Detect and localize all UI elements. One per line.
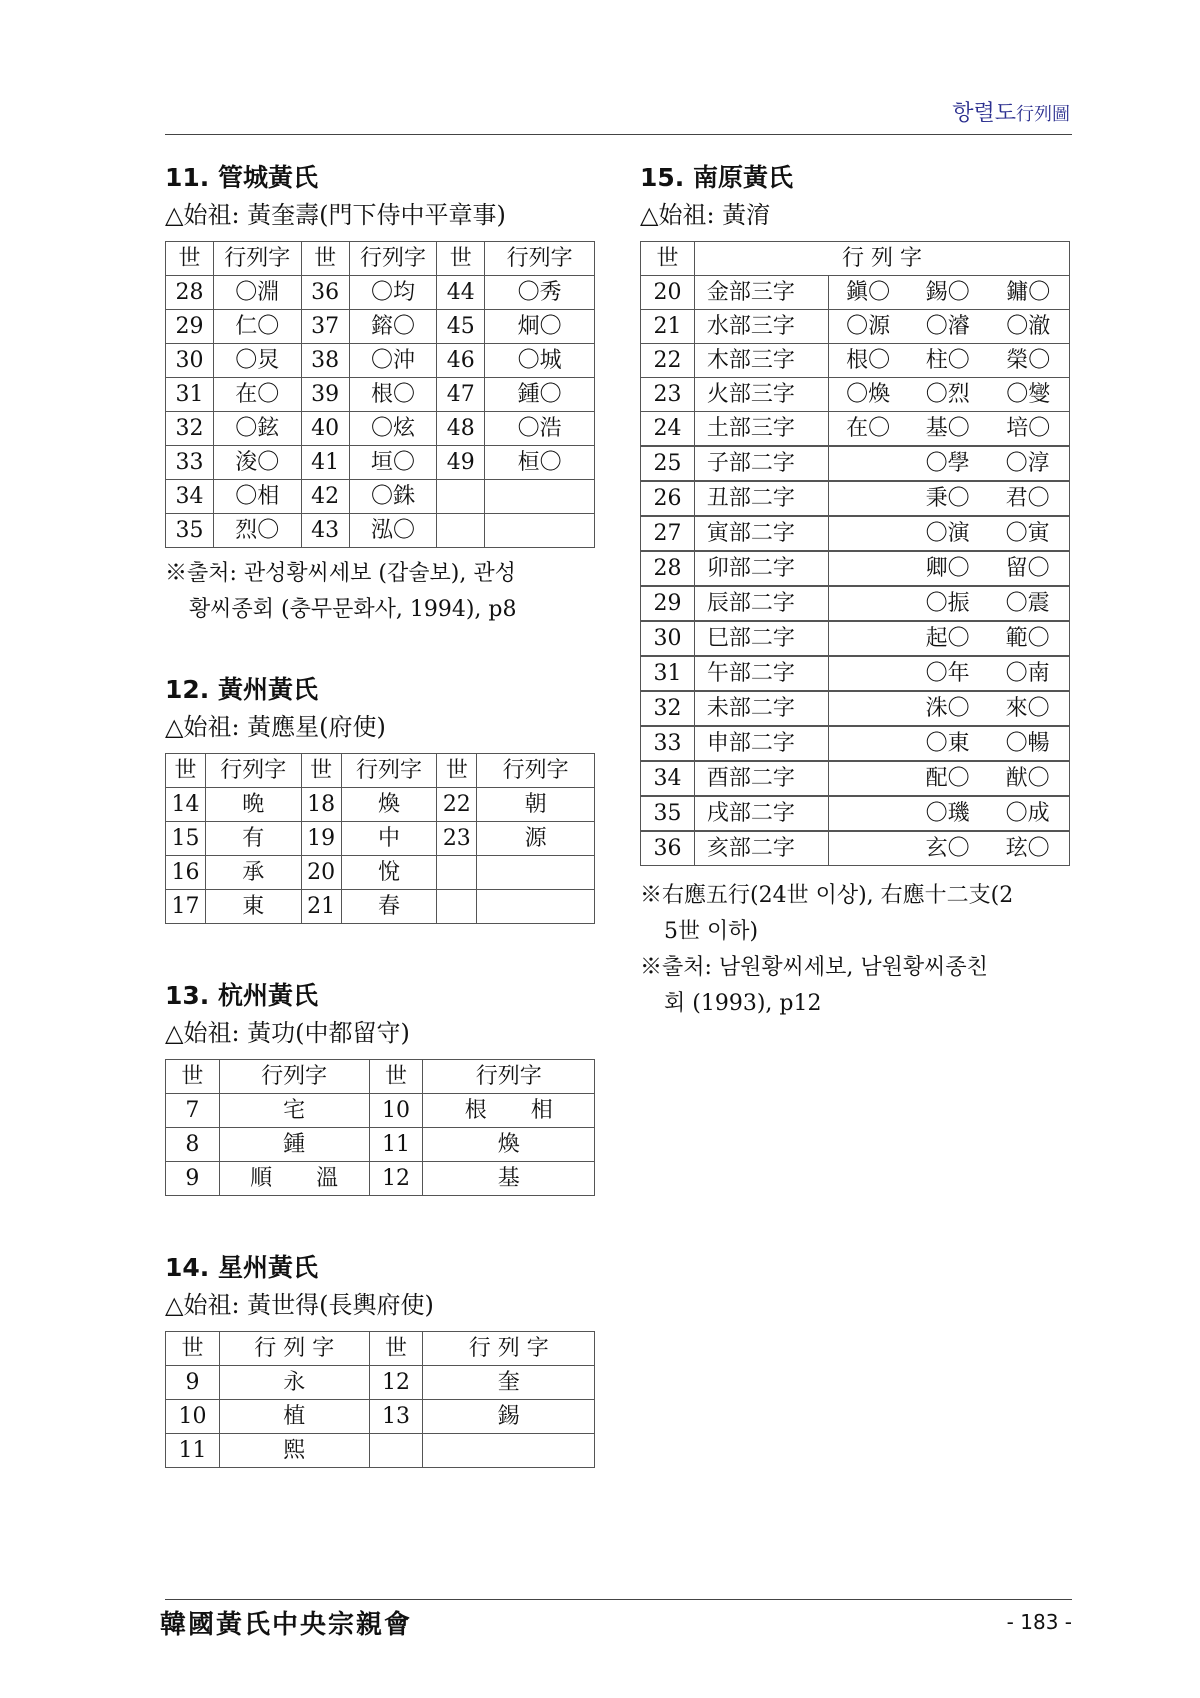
character-cell: 〇淳 — [988, 446, 1070, 481]
column-header: 行列字 — [341, 754, 437, 788]
column-header: 世 — [301, 242, 349, 276]
table-row — [641, 310, 1070, 344]
table-header-row — [166, 242, 595, 276]
founder-line: △始祖: 黃應星(府使) — [165, 713, 386, 741]
footer-org-name: 韓國黃氏中央宗親會 — [160, 1610, 413, 1640]
generation-cell: 33 — [641, 726, 695, 761]
generation-cell: 40 — [301, 412, 349, 446]
character-cell: 〇銖 — [349, 480, 437, 514]
page-number: - 183 - — [1006, 1610, 1072, 1634]
table-row — [166, 276, 595, 310]
character-cell: 根 相 — [423, 1094, 595, 1128]
generation-cell: 29 — [641, 586, 695, 621]
table-row — [641, 344, 1070, 378]
table-row — [641, 446, 1070, 481]
generation-cell: 14 — [166, 788, 206, 822]
character-cell: 鎭〇 — [828, 276, 908, 310]
character-cell: 〇炫 — [349, 412, 437, 446]
character-cell: 〇鉉 — [213, 412, 301, 446]
character-cell: 起〇 — [828, 621, 988, 656]
section-14 — [165, 1248, 595, 1468]
character-cell: 浚〇 — [213, 446, 301, 480]
column-header: 世 — [166, 242, 214, 276]
generation-cell: 28 — [641, 551, 695, 586]
generation-cell: 36 — [301, 276, 349, 310]
column-header: 世 — [166, 1060, 220, 1094]
character-cell: 留〇 — [988, 551, 1070, 586]
character-cell: 〇振 — [828, 586, 988, 621]
character-cell: 奎 — [423, 1366, 595, 1400]
radical-rule-cell: 午部二字 — [694, 656, 828, 691]
column-header: 行 列 字 — [694, 242, 1069, 276]
generation-table-14 — [165, 1331, 595, 1468]
generation-cell — [437, 890, 477, 924]
running-header — [952, 96, 1070, 127]
generation-cell — [437, 514, 485, 548]
radical-rule-cell: 火部三字 — [694, 378, 828, 412]
header-title-hanja: 行列圖 — [1016, 104, 1070, 125]
table-row — [166, 514, 595, 548]
character-cell: 基 — [423, 1162, 595, 1196]
character-cell: 洙〇 — [828, 691, 988, 726]
character-cell: 〇相 — [213, 480, 301, 514]
character-cell: 〇澈 — [988, 310, 1070, 344]
character-cell: 〇均 — [349, 276, 437, 310]
character-cell: 仁〇 — [213, 310, 301, 344]
generation-cell: 27 — [641, 516, 695, 551]
generation-cell: 29 — [166, 310, 214, 344]
radical-rule-cell: 亥部二字 — [694, 831, 828, 866]
table-row — [166, 310, 595, 344]
generation-cell: 12 — [369, 1162, 423, 1196]
character-cell: 悅 — [341, 856, 437, 890]
radical-rule-cell: 水部三字 — [694, 310, 828, 344]
column-header: 世 — [166, 754, 206, 788]
generation-cell: 35 — [166, 514, 214, 548]
generation-cell: 30 — [166, 344, 214, 378]
radical-rule-cell: 子部二字 — [694, 446, 828, 481]
generation-cell: 9 — [166, 1366, 220, 1400]
table-header-row — [166, 754, 595, 788]
character-cell: 鍾 — [219, 1128, 369, 1162]
character-cell: 〇學 — [828, 446, 988, 481]
column-header: 行列字 — [219, 1060, 369, 1094]
source-note — [640, 878, 1070, 1022]
table-row — [166, 1400, 595, 1434]
column-header: 世 — [437, 754, 477, 788]
character-cell: 煥 — [423, 1128, 595, 1162]
generation-cell: 21 — [301, 890, 341, 924]
generation-cell: 23 — [437, 822, 477, 856]
section-title: 14. 星州黃氏 — [165, 1253, 318, 1282]
character-cell: 桓〇 — [485, 446, 595, 480]
table-row — [641, 831, 1070, 866]
table-row — [166, 412, 595, 446]
generation-cell: 11 — [369, 1128, 423, 1162]
table-row — [641, 621, 1070, 656]
generation-cell: 37 — [301, 310, 349, 344]
generation-cell: 20 — [641, 276, 695, 310]
character-cell: 〇烈 — [908, 378, 988, 412]
column-header: 行 列 字 — [219, 1332, 369, 1366]
generation-cell: 10 — [369, 1094, 423, 1128]
radical-rule-cell: 木部三字 — [694, 344, 828, 378]
character-cell — [485, 514, 595, 548]
generation-cell: 25 — [641, 446, 695, 481]
character-cell: 〇璣 — [828, 796, 988, 831]
character-cell: 烈〇 — [213, 514, 301, 548]
generation-cell: 21 — [641, 310, 695, 344]
character-cell: 〇東 — [828, 726, 988, 761]
generation-cell: 43 — [301, 514, 349, 548]
character-cell: 〇寅 — [988, 516, 1070, 551]
column-header: 行列字 — [477, 754, 595, 788]
table-row — [641, 586, 1070, 621]
character-cell: 根〇 — [828, 344, 908, 378]
character-cell: 宅 — [219, 1094, 369, 1128]
generation-cell: 39 — [301, 378, 349, 412]
character-cell — [477, 890, 595, 924]
table-row — [641, 551, 1070, 586]
character-cell: 玄〇 — [828, 831, 988, 866]
generation-cell: 45 — [437, 310, 485, 344]
table-row — [641, 691, 1070, 726]
character-cell: 〇城 — [485, 344, 595, 378]
generation-cell: 15 — [166, 822, 206, 856]
generation-cell: 9 — [166, 1162, 220, 1196]
radical-rule-cell: 酉部二字 — [694, 761, 828, 796]
character-cell: 培〇 — [988, 412, 1070, 447]
generation-cell: 7 — [166, 1094, 220, 1128]
column-header: 世 — [369, 1332, 423, 1366]
table-header-row — [641, 242, 1070, 276]
generation-cell: 32 — [641, 691, 695, 726]
generation-cell: 34 — [166, 480, 214, 514]
generation-table-13 — [165, 1059, 595, 1196]
character-cell: 東 — [205, 890, 301, 924]
character-cell: 朝 — [477, 788, 595, 822]
character-cell: 中 — [341, 822, 437, 856]
character-cell: 炯〇 — [485, 310, 595, 344]
table-row — [166, 344, 595, 378]
generation-cell: 13 — [369, 1400, 423, 1434]
founder-line: △始祖: 黃世得(長輿府使) — [165, 1291, 434, 1319]
character-cell — [485, 480, 595, 514]
character-cell: 〇濬 — [908, 310, 988, 344]
table-row — [166, 446, 595, 480]
generation-cell: 32 — [166, 412, 214, 446]
column-header: 世 — [301, 754, 341, 788]
column-header: 行 列 字 — [423, 1332, 595, 1366]
table-row — [166, 1366, 595, 1400]
generation-cell: 8 — [166, 1128, 220, 1162]
character-cell: 配〇 — [828, 761, 988, 796]
character-cell: 柱〇 — [908, 344, 988, 378]
generation-cell: 42 — [301, 480, 349, 514]
generation-cell: 34 — [641, 761, 695, 796]
section-12 — [165, 670, 595, 924]
section-title: 12. 黃州黃氏 — [165, 675, 318, 704]
generation-cell: 17 — [166, 890, 206, 924]
character-cell: 晩 — [205, 788, 301, 822]
radical-rule-cell: 未部二字 — [694, 691, 828, 726]
table-row — [166, 788, 595, 822]
header-rule — [165, 134, 1072, 135]
generation-cell: 30 — [641, 621, 695, 656]
generation-cell: 49 — [437, 446, 485, 480]
table-row — [166, 480, 595, 514]
character-cell: 熙 — [219, 1434, 369, 1468]
section-title: 11. 管城黃氏 — [165, 163, 318, 192]
founder-line: △始祖: 黃功(中都留守) — [165, 1019, 410, 1047]
table-header-row — [166, 1332, 595, 1366]
radical-rule-cell: 寅部二字 — [694, 516, 828, 551]
radical-rule-cell: 丑部二字 — [694, 481, 828, 516]
generation-cell: 31 — [166, 378, 214, 412]
character-cell: 有 — [205, 822, 301, 856]
column-header: 行列字 — [485, 242, 595, 276]
table-row — [166, 1094, 595, 1128]
section-title: 13. 杭州黃氏 — [165, 981, 318, 1010]
character-cell: 〇暢 — [988, 726, 1070, 761]
radical-rule-cell: 辰部二字 — [694, 586, 828, 621]
generation-cell: 20 — [301, 856, 341, 890]
section-11 — [165, 158, 595, 628]
character-cell: 〇淵 — [213, 276, 301, 310]
note-line-1: ※출처: 관성황씨세보 (갑술보), 관성 — [165, 561, 516, 586]
character-cell: 猷〇 — [988, 761, 1070, 796]
table-row — [641, 412, 1070, 447]
generation-cell: 24 — [641, 412, 695, 447]
generation-cell: 33 — [166, 446, 214, 480]
character-cell: 植 — [219, 1400, 369, 1434]
character-cell — [423, 1434, 595, 1468]
character-cell: 順 溫 — [219, 1162, 369, 1196]
character-cell: 錫〇 — [908, 276, 988, 310]
character-cell: 煥 — [341, 788, 437, 822]
generation-cell: 19 — [301, 822, 341, 856]
generation-table-11 — [165, 241, 595, 548]
character-cell: 源 — [477, 822, 595, 856]
character-cell: 〇秀 — [485, 276, 595, 310]
character-cell: 永 — [219, 1366, 369, 1400]
note-line-2: 5世 이하) — [664, 919, 759, 944]
character-cell: 〇年 — [828, 656, 988, 691]
radical-rule-cell: 土部三字 — [694, 412, 828, 447]
character-cell: 〇燮 — [988, 378, 1070, 412]
character-cell: 〇炅 — [213, 344, 301, 378]
generation-cell: 10 — [166, 1400, 220, 1434]
character-cell: 範〇 — [988, 621, 1070, 656]
column-header: 行列字 — [349, 242, 437, 276]
character-cell: 鎔〇 — [349, 310, 437, 344]
footer-rule — [165, 1599, 1072, 1600]
table-row — [166, 1162, 595, 1196]
note-line-4: 회 (1993), p12 — [664, 991, 822, 1016]
character-cell: 〇震 — [988, 586, 1070, 621]
generation-cell — [369, 1434, 423, 1468]
character-cell: 卿〇 — [828, 551, 988, 586]
column-header: 行列字 — [205, 754, 301, 788]
table-row — [166, 890, 595, 924]
table-row — [166, 856, 595, 890]
character-cell: 基〇 — [908, 412, 988, 447]
character-cell: 來〇 — [988, 691, 1070, 726]
note-line-3: ※출처: 남원황씨세보, 남원황씨종친 — [640, 955, 988, 980]
column-header: 世 — [641, 242, 695, 276]
character-cell: 〇源 — [828, 310, 908, 344]
generation-cell: 46 — [437, 344, 485, 378]
character-cell: 榮〇 — [988, 344, 1070, 378]
generation-cell: 35 — [641, 796, 695, 831]
character-cell: 承 — [205, 856, 301, 890]
radical-rule-cell: 戌部二字 — [694, 796, 828, 831]
generation-cell: 48 — [437, 412, 485, 446]
character-cell: 〇浩 — [485, 412, 595, 446]
radical-rule-cell: 金部三字 — [694, 276, 828, 310]
column-header: 世 — [369, 1060, 423, 1094]
generation-cell: 41 — [301, 446, 349, 480]
generation-cell: 26 — [641, 481, 695, 516]
generation-cell: 36 — [641, 831, 695, 866]
radical-rule-cell: 卯部二字 — [694, 551, 828, 586]
character-cell: 君〇 — [988, 481, 1070, 516]
character-cell: 〇演 — [828, 516, 988, 551]
character-cell: 根〇 — [349, 378, 437, 412]
character-cell: 在〇 — [213, 378, 301, 412]
founder-line: △始祖: 黃奎壽(門下侍中平章事) — [165, 201, 506, 229]
character-cell: 秉〇 — [828, 481, 988, 516]
generation-cell: 22 — [437, 788, 477, 822]
table-row — [166, 822, 595, 856]
table-row — [641, 481, 1070, 516]
generation-cell: 31 — [641, 656, 695, 691]
section-13 — [165, 976, 595, 1196]
table-row — [641, 761, 1070, 796]
character-cell: 垣〇 — [349, 446, 437, 480]
generation-cell: 22 — [641, 344, 695, 378]
character-cell: 玹〇 — [988, 831, 1070, 866]
character-cell: 〇煥 — [828, 378, 908, 412]
character-cell — [477, 856, 595, 890]
table-row — [166, 1434, 595, 1468]
table-row — [641, 276, 1070, 310]
column-header: 行列字 — [423, 1060, 595, 1094]
generation-cell: 11 — [166, 1434, 220, 1468]
note-line-2: 황씨종회 (충무문화사, 1994), p8 — [189, 597, 517, 622]
left-column — [165, 158, 595, 1468]
character-cell: 鍾〇 — [485, 378, 595, 412]
table-row — [641, 796, 1070, 831]
column-header: 世 — [437, 242, 485, 276]
generation-cell — [437, 480, 485, 514]
table-row — [641, 726, 1070, 761]
column-header: 行列字 — [213, 242, 301, 276]
column-header: 世 — [166, 1332, 220, 1366]
founder-line: △始祖: 黃淯 — [640, 201, 771, 229]
generation-cell: 44 — [437, 276, 485, 310]
table-row — [641, 656, 1070, 691]
note-line-1: ※右應五行(24世 이상), 右應十二支(2 — [640, 883, 1014, 908]
character-cell: 鏞〇 — [988, 276, 1070, 310]
generation-table-15 — [640, 241, 1070, 866]
source-note — [165, 556, 595, 628]
generation-cell — [437, 856, 477, 890]
radical-rule-cell: 巳部二字 — [694, 621, 828, 656]
table-row — [641, 516, 1070, 551]
section-15 — [640, 158, 1070, 1022]
generation-cell: 23 — [641, 378, 695, 412]
table-row — [641, 378, 1070, 412]
character-cell: 〇沖 — [349, 344, 437, 378]
character-cell: 在〇 — [828, 412, 908, 447]
table-row — [166, 1128, 595, 1162]
generation-cell: 28 — [166, 276, 214, 310]
generation-table-12 — [165, 753, 595, 924]
table-header-row — [166, 1060, 595, 1094]
radical-rule-cell: 申部二字 — [694, 726, 828, 761]
header-title-ko: 항렬도 — [952, 101, 1016, 126]
right-column — [640, 158, 1070, 1022]
generation-cell: 18 — [301, 788, 341, 822]
generation-cell: 16 — [166, 856, 206, 890]
character-cell: 〇南 — [988, 656, 1070, 691]
generation-cell: 38 — [301, 344, 349, 378]
generation-cell: 47 — [437, 378, 485, 412]
character-cell: 錫 — [423, 1400, 595, 1434]
character-cell: 〇成 — [988, 796, 1070, 831]
character-cell: 泓〇 — [349, 514, 437, 548]
character-cell: 春 — [341, 890, 437, 924]
table-row — [166, 378, 595, 412]
section-title: 15. 南原黃氏 — [640, 163, 793, 192]
generation-cell: 12 — [369, 1366, 423, 1400]
